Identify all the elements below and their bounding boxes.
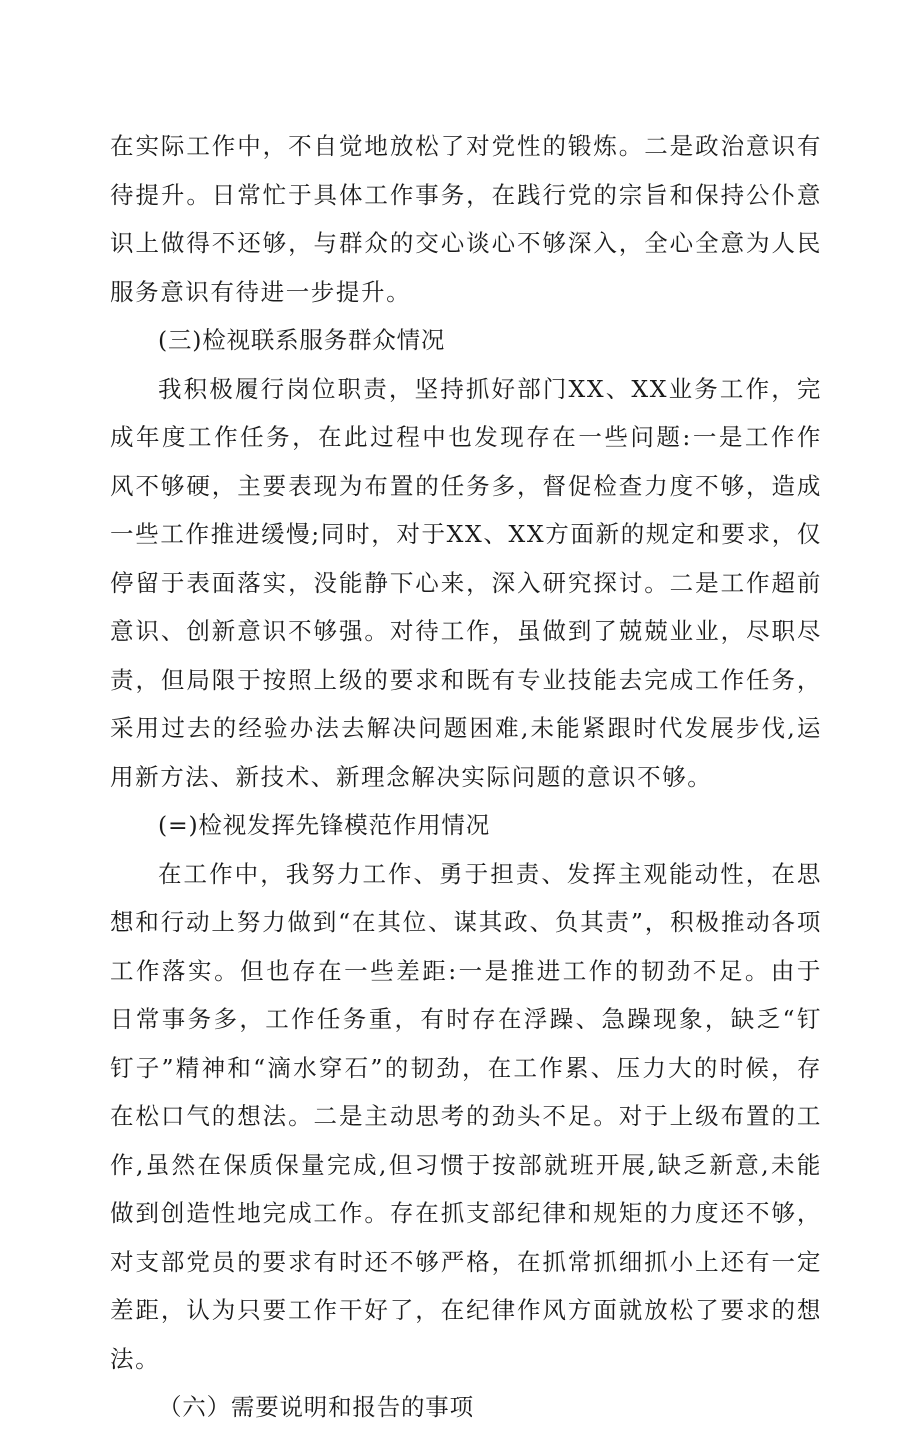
section-heading-matters-to-report: （六）需要说明和报告的事项 (158, 1393, 474, 1421)
paragraph-party-spirit: 在实际工作中，不自觉地放松了对党性的锻炼。二是政治意识有待提升。日常忙于具体工作事务，在践行党的宗旨和保持公仆意识上做得不还够，与群众的交心谈心不够深入，全心全意为人民服务意识有待进一步提升。 (110, 132, 822, 306)
section-heading-serve-masses: (三)检视联系服务群众情况 (158, 326, 446, 354)
paragraph-serve-masses: 我积极履行岗位职责，坚持抓好部门XX、XX业务工作，完成年度工作任务，在此过程中也发现存在一些问题:一是工作作风不够硬，主要表现为布置的任务多，督促检查力度不够，造成一些工作推进缓慢;同时，对于XX、XX方面新的规定和要求，仅停留于表面落实，没能静下心来，深入研究探讨。二是工作超前意识、创新意识不够强。对待工作，虽做到了兢兢业业，尽职尽责，但局限于按照上级的要求和既有专业技能去完成工作任务，采用过去的经验办法去解决问题困难,未能紧跟时代发展步伐,运用新方法、新技术、新理念解决实际问题的意识不够。 (110, 374, 822, 791)
document-body (110, 122, 822, 1432)
paragraph-vanguard-role: 在工作中，我努力工作、勇于担责、发挥主观能动性，在思想和行动上努力做到“在其位、谋其政、负其责”，积极推动各项工作落实。但也存在一些差距:一是推进工作的韧劲不足。由于日常事务多，工作任务重，有时存在浮躁、急躁现象，缺乏“钉钉子”精神和“滴水穿石”的韧劲，在工作累、压力大的时候，存在松口气的想法。二是主动思考的劲头不足。对于上级布置的工作,虽然在保质保量完成,但习惯于按部就班开展,缺乏新意,未能做到创造性地完成工作。存在抓支部纪律和规矩的力度还不够，对支部党员的要求有时还不够严格，在抓常抓细抓小上还有一定差距，认为只要工作干好了，在纪律作风方面就放松了要求的想法。 (110, 859, 822, 1373)
section-heading-vanguard-role: (=)检视发挥先锋模范作用情况 (158, 811, 491, 839)
